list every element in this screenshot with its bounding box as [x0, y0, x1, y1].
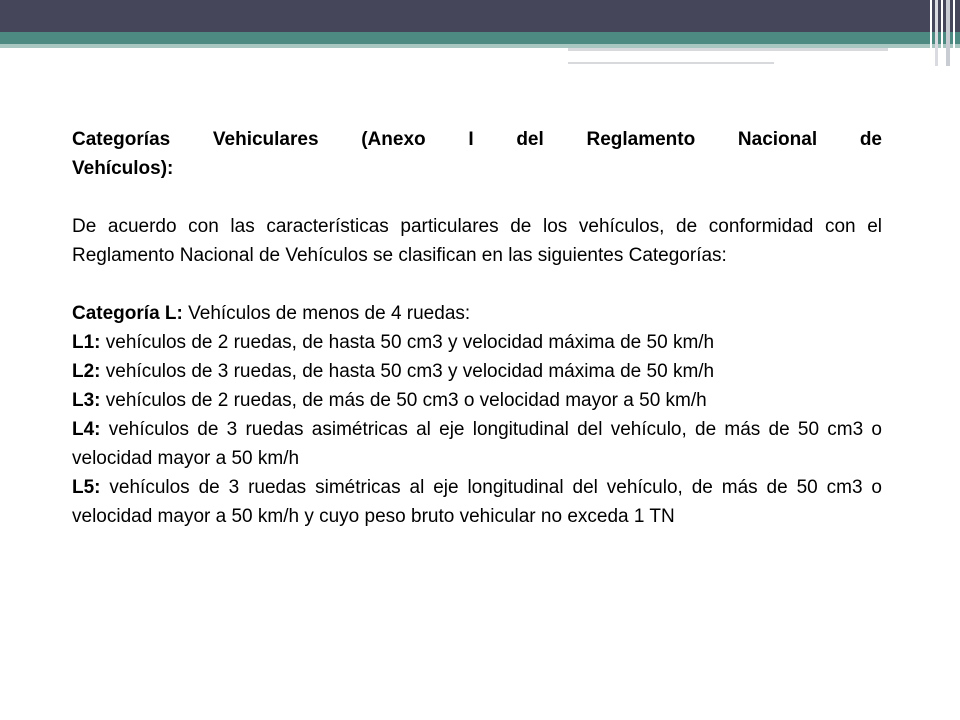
corner-stripe — [953, 0, 955, 66]
category-l-line — [72, 299, 882, 328]
slide-heading — [72, 125, 882, 154]
slide-heading-continued — [72, 154, 882, 183]
item-code: L3: — [72, 390, 101, 411]
item-code: L5: — [72, 477, 101, 498]
category-l-text: Vehículos de menos de 4 ruedas: — [182, 303, 471, 324]
heading-line-2: Vehículos): — [72, 158, 174, 179]
list-item-l3 — [72, 386, 882, 415]
banner-underline-secondary — [568, 62, 774, 64]
corner-stripe — [930, 0, 932, 66]
heading-line-1: Categorías Vehiculares (Anexo I del Reglamento Nacional de — [72, 129, 882, 150]
item-code: L4: — [72, 419, 101, 440]
list-item-l1 — [72, 328, 882, 357]
item-text: vehículos de 3 ruedas, de hasta 50 cm3 y velocidad máxima de 50 km/h — [100, 361, 715, 382]
list-item-l2 — [72, 357, 882, 386]
corner-stripe — [935, 0, 938, 66]
top-banner-accent — [0, 32, 960, 44]
item-text: vehículos de 3 ruedas simétricas al eje longitudinal del vehículo, de más de 50 cm3 o velocidad mayor a 50 km/h y cuyo peso bruto vehicular no exceda 1 TN — [72, 477, 882, 527]
item-text: vehículos de 2 ruedas, de hasta 50 cm3 y velocidad máxima de 50 km/h — [100, 332, 715, 353]
banner-underline — [568, 48, 888, 51]
top-banner — [0, 0, 960, 32]
list-item-l5 — [72, 473, 882, 531]
item-code: L1: — [72, 332, 101, 353]
corner-stripe — [946, 0, 950, 66]
item-text: vehículos de 2 ruedas, de más de 50 cm3 o velocidad mayor a 50 km/h — [100, 390, 707, 411]
item-text: vehículos de 3 ruedas asimétricas al eje longitudinal del vehículo, de más de 50 cm3 o velocidad mayor a 50 km/h — [72, 419, 882, 469]
slide-body — [72, 125, 882, 531]
item-code: L2: — [72, 361, 101, 382]
corner-stripe — [941, 0, 943, 66]
category-l-label: Categoría L: — [72, 303, 183, 324]
intro-paragraph: De acuerdo con las características particulares de los vehículos, de conformidad con el Reglamento Nacional de Vehículos se clasifican en las siguientes Categorías: — [72, 216, 882, 266]
list-item-l4 — [72, 415, 882, 473]
